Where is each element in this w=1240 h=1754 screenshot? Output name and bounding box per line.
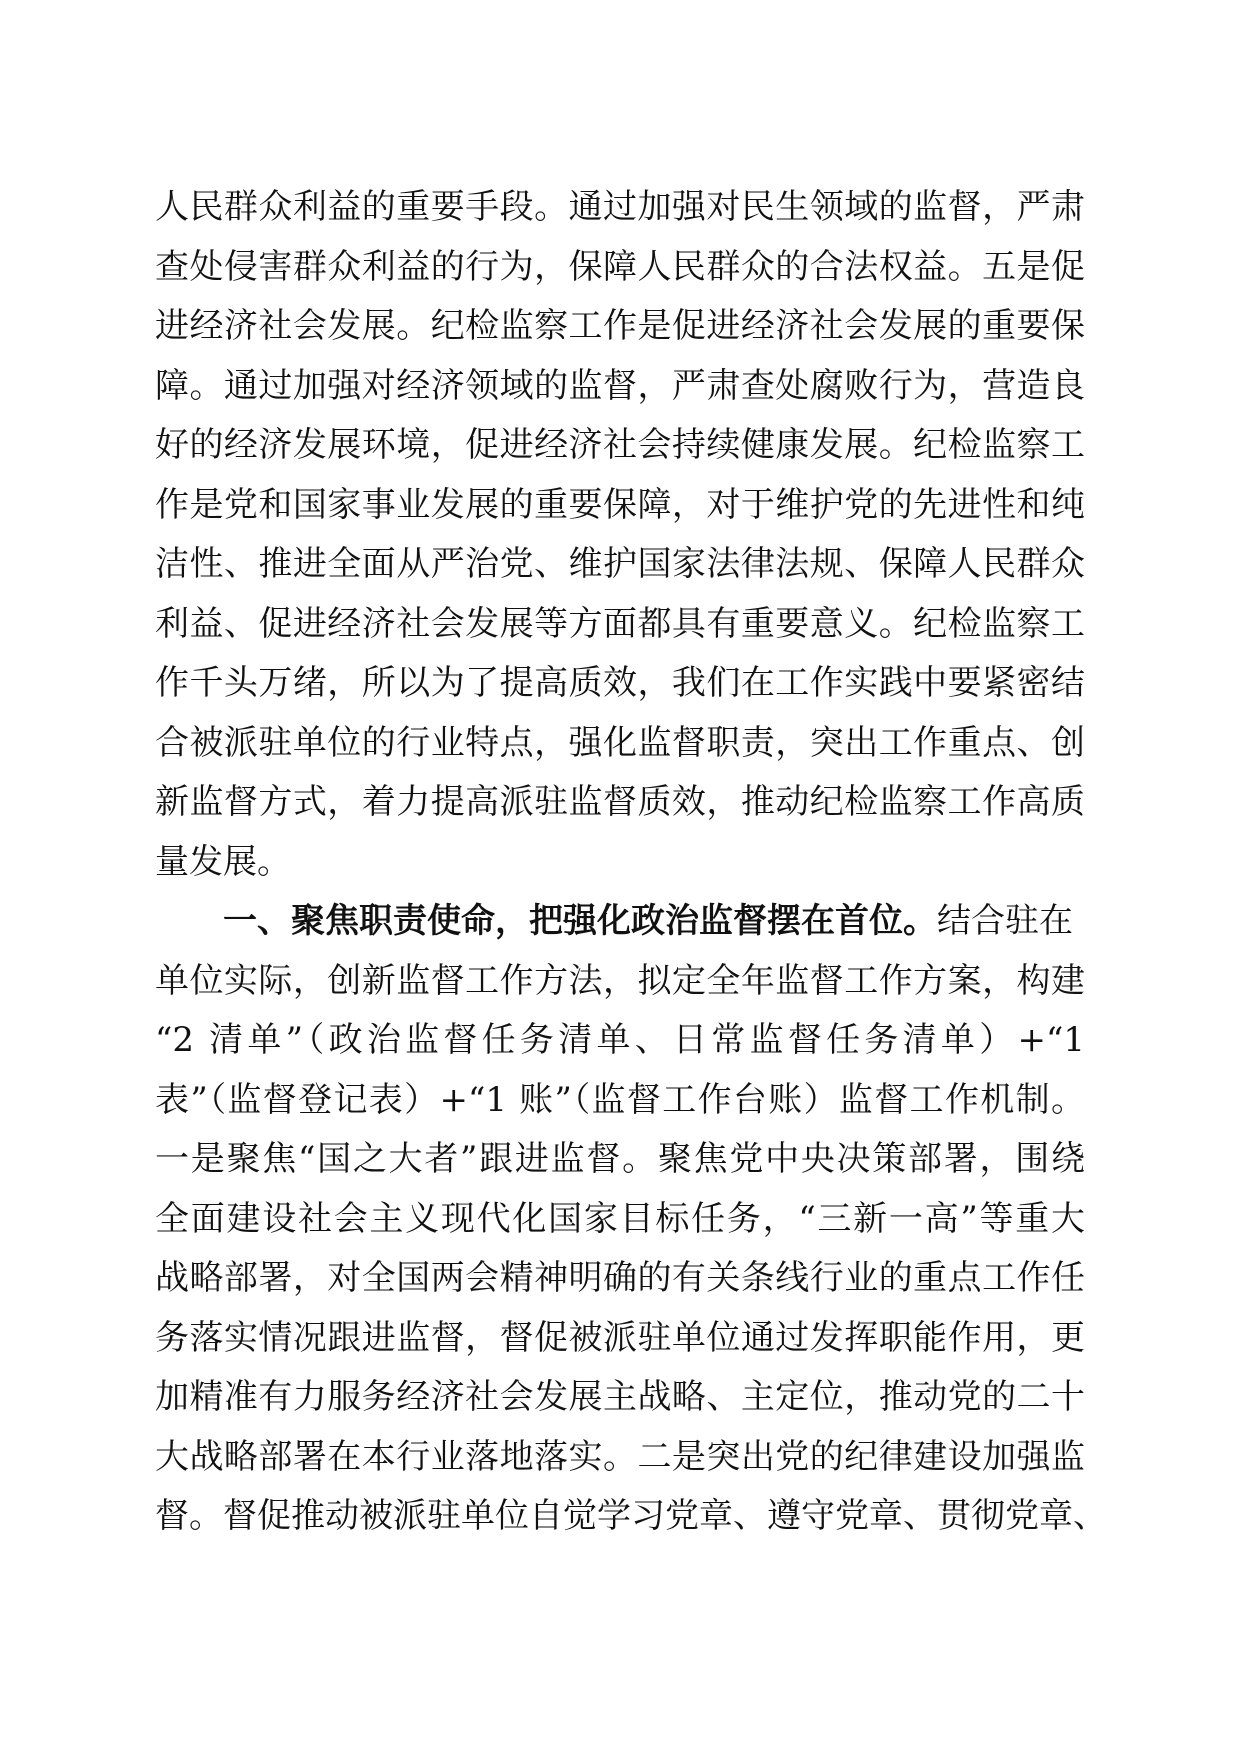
text-line: 务落实情况跟进监督，督促被派驻单位通过发挥职能作用，更: [155, 1317, 1085, 1358]
text-line: 人民群众利益的重要手段。通过加强对民生领域的监督，严肃: [155, 187, 1085, 227]
text-line: 好的经济发展环境，促进经济社会持续健康发展。纪检监察工: [155, 425, 1085, 465]
section-heading: 一、聚焦职责使命，把强化政治监督摆在首位。: [223, 901, 937, 941]
text-line: 障。通过加强对经济领域的监督，严肃查处腐败行为，营造良: [155, 365, 1085, 406]
text-line: 新监督方式，着力提高派驻监督质效，推动纪检监察工作高质: [155, 782, 1085, 822]
text-line: 合被派驻单位的行业特点，强化监督职责，突出工作重点、创: [155, 722, 1085, 763]
text-line: 单位实际，创新监督工作方法，拟定全年监督工作方案，构建: [155, 960, 1085, 1001]
text-line: 作千头万绪，所以为了提高质效，我们在工作实践中要紧密结: [155, 663, 1085, 703]
text-line: 战略部署，对全国两会精神明确的有关条线行业的重点工作任: [155, 1258, 1085, 1298]
text-line: 洁性、推进全面从严治党、维护国家法律法规、保障人民群众: [155, 544, 1085, 584]
text-line: 进经济社会发展。纪检监察工作是促进经济社会发展的重要保: [155, 306, 1085, 346]
text-line: 作是党和国家事业发展的重要保障，对于维护党的先进性和纯: [155, 484, 1085, 525]
text-line: 全面建设社会主义现代化国家目标任务，“三新一高”等重大: [155, 1198, 1085, 1239]
text-line: 大战略部署在本行业落地落实。二是突出党的纪律建设加强监: [155, 1436, 1085, 1477]
text-line: 利益、促进经济社会发展等方面都具有重要意义。纪检监察工: [155, 603, 1085, 644]
text-line: 加精准有力服务经济社会发展主战略、主定位，推动党的二十: [155, 1377, 1085, 1417]
text-line: “2 清单”（政治监督任务清单、日常监督任务清单）+“1: [155, 1020, 1085, 1060]
body-text: [155, 178, 1107, 1547]
text-line: 查处侵害群众利益的行为，保障人民群众的合法权益。五是促: [155, 246, 1085, 287]
text-line: 督。督促推动被派驻单位自觉学习党章、遵守党章、贯彻党章、: [155, 1496, 1107, 1536]
text-line: 一是聚焦“国之大者”跟进监督。聚焦党中央决策部署，围绕: [155, 1139, 1085, 1179]
text-line: 表”（监督登记表）+“1 账”（监督工作台账）监督工作机制。: [155, 1079, 1085, 1120]
section-heading-line: [155, 892, 1085, 952]
text-line: 量发展。: [155, 841, 291, 882]
section-heading-tail: 结合驻在: [937, 901, 1073, 941]
